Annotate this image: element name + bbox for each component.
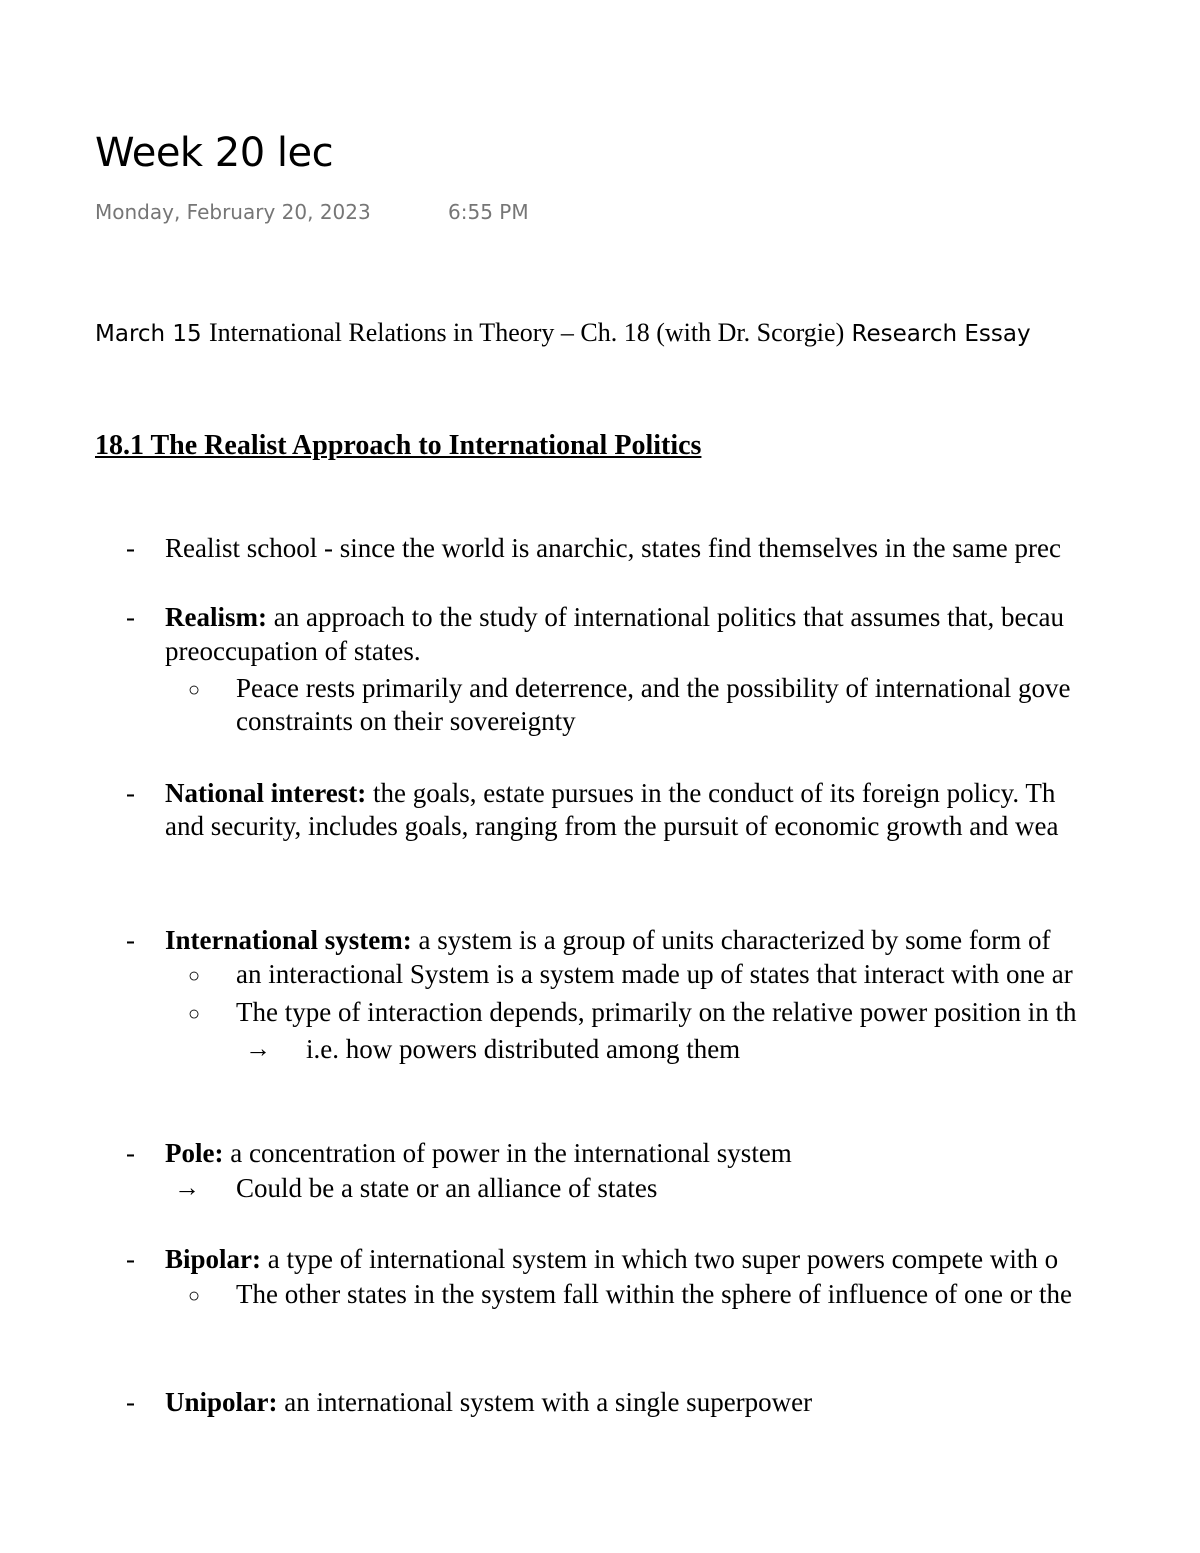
bullet-realism-cont: preoccupation of states. [165, 636, 421, 666]
term-bipolar: Bipolar: [165, 1244, 262, 1274]
subject-line [95, 318, 1031, 348]
dash-bullet: - [126, 533, 135, 563]
term-international-system: International system: [165, 925, 412, 955]
note-date: Monday, February 20, 2023 [95, 200, 371, 224]
subbullet-peace-cont: constraints on their sovereignty [236, 706, 576, 736]
subject-main: International Relations in Theory – Ch. 18 (with Dr. Scorgie) [209, 318, 845, 347]
bullet-realism [165, 602, 1064, 633]
bullet-national-interest-cont: and security, includes goals, ranging from the pursuit of economic growth and wea [165, 811, 1059, 841]
subject-date-prefix: March 15 [95, 321, 210, 347]
dash-bullet: - [126, 778, 135, 808]
arrow-icon: → [174, 1173, 200, 1202]
bullet-bipolar [165, 1244, 1058, 1275]
definition-international-system: a system is a group of units characterized by some form of [411, 925, 1051, 955]
bullet-pole [165, 1138, 792, 1169]
dash-bullet: - [126, 602, 135, 632]
definition-realism: an approach to the study of international politics that assumes that, becau [266, 602, 1065, 632]
dash-bullet: - [126, 1387, 135, 1417]
circle-bullet-icon: ○ [188, 1003, 201, 1025]
section-heading: 18.1 The Realist Approach to International Politics [95, 430, 702, 461]
term-pole: Pole: [165, 1138, 224, 1168]
note-time: 6:55 PM [448, 200, 529, 224]
bullet-national-interest [165, 778, 1055, 809]
term-unipolar: Unipolar: [165, 1387, 278, 1417]
subbullet-interactional: an interactional System is a system made up of states that interact with one ar [236, 959, 1073, 989]
subbullet-interaction-type: The type of interaction depends, primarily on the relative power position in th [236, 997, 1077, 1027]
dash-bullet: - [126, 1138, 135, 1168]
bullet-realist-school: Realist school - since the world is anarchic, states find themselves in the same prec [165, 533, 1061, 563]
subject-suffix: Research Essay [844, 321, 1031, 347]
page-title: Week 20 lec [95, 130, 334, 176]
arrow-icon: → [245, 1034, 271, 1063]
subbullet-peace: Peace rests primarily and deterrence, and the possibility of international gove [236, 673, 1071, 703]
circle-bullet-icon: ○ [188, 679, 201, 701]
subbullet-other-states: The other states in the system fall within the sphere of influence of one or the [236, 1279, 1072, 1309]
term-national-interest: National interest: [165, 778, 367, 808]
term-realism: Realism: [165, 602, 267, 632]
subbullet-pole-state: Could be a state or an alliance of states [236, 1173, 658, 1203]
circle-bullet-icon: ○ [188, 1285, 201, 1307]
bullet-international-system [165, 925, 1051, 956]
dash-bullet: - [126, 925, 135, 955]
definition-unipolar: an international system with a single superpower [277, 1387, 813, 1417]
bullet-unipolar [165, 1387, 812, 1418]
circle-bullet-icon: ○ [188, 965, 201, 987]
definition-national-interest: the goals, estate pursues in the conduct of its foreign policy. Th [366, 778, 1056, 808]
dash-bullet: - [126, 1244, 135, 1274]
subbullet-powers-distribution: i.e. how powers distributed among them [306, 1034, 741, 1064]
definition-pole: a concentration of power in the international system [223, 1138, 792, 1168]
definition-bipolar: a type of international system in which two super powers compete with o [261, 1244, 1059, 1274]
